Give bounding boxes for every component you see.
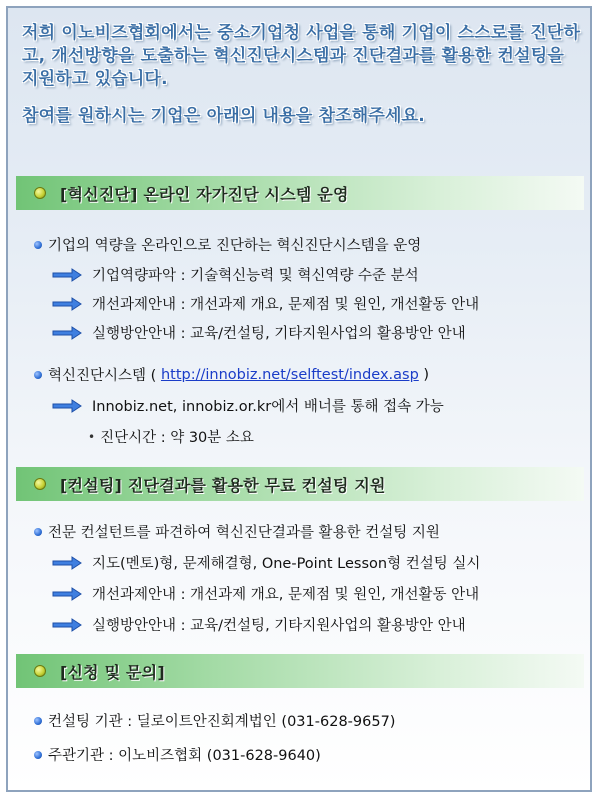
sub-item-text: 지도(멘토)형, 문제해결형, One-Point Lesson형 컨설팅 실시 (92, 556, 481, 572)
bullet-icon (34, 371, 42, 379)
section-header-contact (16, 654, 584, 688)
bullet-icon (34, 241, 42, 249)
arrow-right-icon (52, 399, 82, 413)
intro-instruction: 참여를 원하시는 기업은 아래의 내용을 참조해주세요. (22, 106, 425, 126)
sub-item-text: 기업역량파악 : 기술혁신능력 및 혁신역량 수준 분석 (92, 268, 419, 284)
list-item (34, 364, 429, 385)
contact-item (34, 710, 395, 731)
sub-item-text: 진단시간 : 약 30분 소요 (100, 430, 254, 446)
section-title: [혁신진단] 온라인 자가진단 시스템 운영 (60, 184, 349, 204)
arrow-right-icon (52, 268, 82, 282)
sub-item (52, 264, 419, 285)
section-title: [컨설팅] 진단결과를 활용한 무료 컨설팅 지원 (60, 475, 386, 495)
arrow-right-icon (52, 587, 82, 601)
bullet-icon (34, 717, 42, 725)
section-header-self-diagnosis (16, 176, 584, 210)
contact-text: 컨설팅 기관 : 딜로이트안진회계법인 (031-628-9657) (48, 714, 396, 730)
selftest-link[interactable]: http://innobiz.net/selftest/index.asp (160, 366, 419, 383)
bullet-icon (34, 751, 42, 759)
sub-item-text: 실행방안안내 : 교육/컨설팅, 기타지원사업의 활용방안 안내 (92, 326, 466, 342)
small-bullet: • (88, 429, 96, 444)
list-item-text: 전문 컨설턴트를 파견하여 혁신진단결과를 활용한 컨설팅 지원 (48, 525, 440, 541)
arrow-right-icon (52, 326, 82, 340)
list-item-text-suffix: ) (423, 366, 430, 383)
sub-item-text: 개선과제안내 : 개선과제 개요, 문제점 및 원인, 개선활동 안내 (92, 297, 480, 313)
section-bullet-icon (34, 478, 46, 490)
sub-item (52, 322, 466, 343)
contact-item (34, 744, 321, 765)
sub-item (52, 583, 479, 604)
bullet-icon (34, 528, 42, 536)
list-item (34, 234, 421, 255)
sub-item-text: Innobiz.net, innobiz.or.kr에서 배너를 통해 접속 가능 (92, 399, 444, 415)
intro-text (22, 22, 582, 128)
sub-item-text: 실행방안안내 : 교육/컨설팅, 기타지원사업의 활용방안 안내 (92, 618, 466, 634)
sub-item (52, 552, 480, 573)
sub-item (52, 395, 444, 416)
arrow-right-icon (52, 618, 82, 632)
section-header-consulting (16, 467, 584, 501)
intro-paragraph: 저희 이노비즈협회에서는 중소기업청 사업을 통해 기업이 스스로를 진단하고, 개선방향을 도출하는 혁신진단시스템과 진단결과를 활용한 컨설팅을 지원하고 있습니다. (22, 23, 581, 89)
section-title: [신청 및 문의] (60, 662, 165, 682)
sub-item (52, 614, 466, 635)
section-bullet-icon (34, 665, 46, 677)
sub-item (52, 293, 479, 314)
list-item (34, 521, 440, 542)
contact-text: 주관기관 : 이노비즈협회 (031-628-9640) (48, 748, 321, 764)
sub-item-text: 개선과제안내 : 개선과제 개요, 문제점 및 원인, 개선활동 안내 (92, 587, 480, 603)
section-bullet-icon (34, 187, 46, 199)
sub-sub-item (88, 426, 254, 447)
list-item-text: 혁신진단시스템 ( (48, 368, 157, 384)
arrow-right-icon (52, 297, 82, 311)
arrow-right-icon (52, 556, 82, 570)
list-item-text: 기업의 역량을 온라인으로 진단하는 혁신진단시스템을 운영 (48, 238, 422, 254)
